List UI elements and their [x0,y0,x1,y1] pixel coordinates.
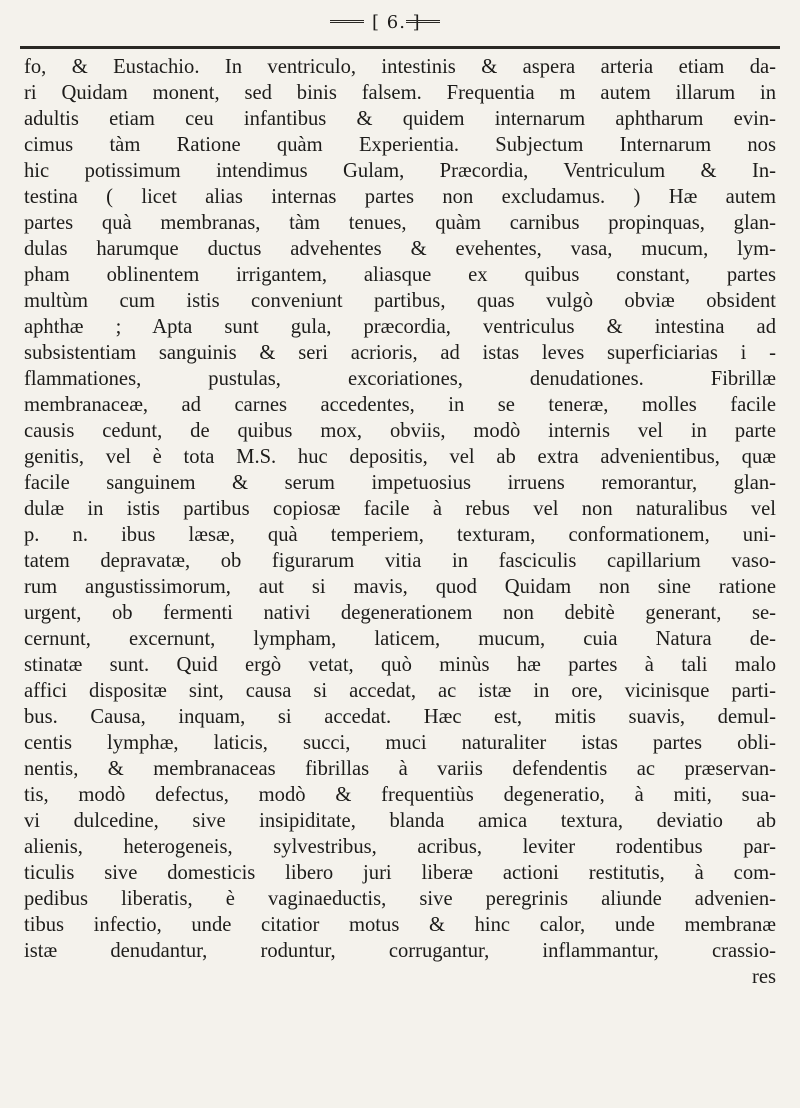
text-line: stinatæ sunt. Quid ergò vetat, quò minùs hæ partes à tali malo [24,654,776,676]
text-line: testina ( licet alias internas partes non excludamus. ) Hæ autem [24,186,776,208]
text-line: tibus infectio, unde citatior motus & hinc calor, unde membranæ [24,914,776,936]
text-line: tatem depravatæ, ob figurarum vitia in fasciculis capillarium vaso- [24,550,776,572]
text-line: membranaceæ, ad carnes accedentes, in se teneræ, molles facile [24,394,776,416]
text-line: pham oblinentem irrigantem, aliasque ex quibus constant, partes [24,264,776,286]
text-line: urgent, ob fermenti nativi degenerationem non debitè generant, se- [24,602,776,624]
page-header [0,6,800,46]
text-line: aphthæ ; Apta sunt gula, præcordia, ventriculus & intestina ad [24,316,776,338]
text-line: dulæ in istis partibus copiosæ facile à rebus vel non naturalibus vel [24,498,776,520]
text-line: ticulis sive domesticis libero juri liberæ actioni restitutis, à com- [24,862,776,884]
header-rule [20,46,780,49]
text-line: adultis etiam ceu infantibus & quidem internarum aphtharum evin- [24,108,776,130]
text-line: rum angustissimorum, aut si mavis, quod Quidam non sine ratione [24,576,776,598]
text-line: centis lymphæ, laticis, succi, muci naturaliter istas partes obli- [24,732,776,754]
text-line: cernunt, excernunt, lympham, laticem, mucum, cuia Natura de- [24,628,776,650]
text-line: hic potissimum intendimus Gulam, Præcordia, Ventriculum & In- [24,160,776,182]
text-line: istæ denudantur, roduntur, corrugantur, inflammantur, crassio- [24,940,776,962]
text-line: ri Quidam monent, sed binis falsem. Frequentia m autem illarum in [24,82,776,104]
text-line: genitis, vel è tota M.S. huc depositis, vel ab extra advenientibus, quæ [24,446,776,468]
text-line: dulas harumque ductus advehentes & evehentes, vasa, mucum, lym- [24,238,776,260]
text-line: subsistentiam sanguinis & seri acrioris, ad istas leves superficiarias i - [24,342,776,364]
text-line: cimus tàm Ratione quàm Experientia. Subjectum Internarum nos [24,134,776,156]
text-line: vi dulcedine, sive insipiditate, blanda amica textura, deviatio ab [24,810,776,832]
text-line: facile sanguinem & serum impetuosius irruens remorantur, glan- [24,472,776,494]
catchword: res [751,966,776,988]
text-line: causis cedunt, de quibus mox, obviis, modò internis vel in parte [24,420,776,442]
header-ornament-right [406,20,440,29]
body-text [24,54,776,990]
header-ornament-left [330,20,364,29]
text-line: fo, & Eustachio. In ventriculo, intestinis & aspera arteria etiam da- [24,56,776,78]
text-line: alienis, heterogeneis, sylvestribus, acribus, leviter rodentibus par- [24,836,776,858]
text-line: tis, modò defectus, modò & frequentiùs degeneratio, à miti, sua- [24,784,776,806]
text-line: p. n. ibus læsæ, quà temperiem, texturam, conformationem, uni- [24,524,776,546]
text-line: flammationes, pustulas, excoriationes, denudationes. Fibrillæ [24,368,776,390]
text-line: nentis, & membranaceas fibrillas à variis defendentis ac præservan- [24,758,776,780]
text-line: affici dispositæ sint, causa si accedat, ac istæ in ore, vicinisque parti- [24,680,776,702]
text-line: pedibus liberatis, è vaginaeductis, sive peregrinis aliunde advenien- [24,888,776,910]
page-number: [ 6. ] [372,12,421,33]
text-line: partes quà membranas, tàm tenues, quàm carnibus propinquas, glan- [24,212,776,234]
text-line: bus. Causa, inquam, si accedat. Hæc est, mitis suavis, demul- [24,706,776,728]
text-line: multùm cum istis conveniunt partibus, quas vulgò obviæ obsident [24,290,776,312]
